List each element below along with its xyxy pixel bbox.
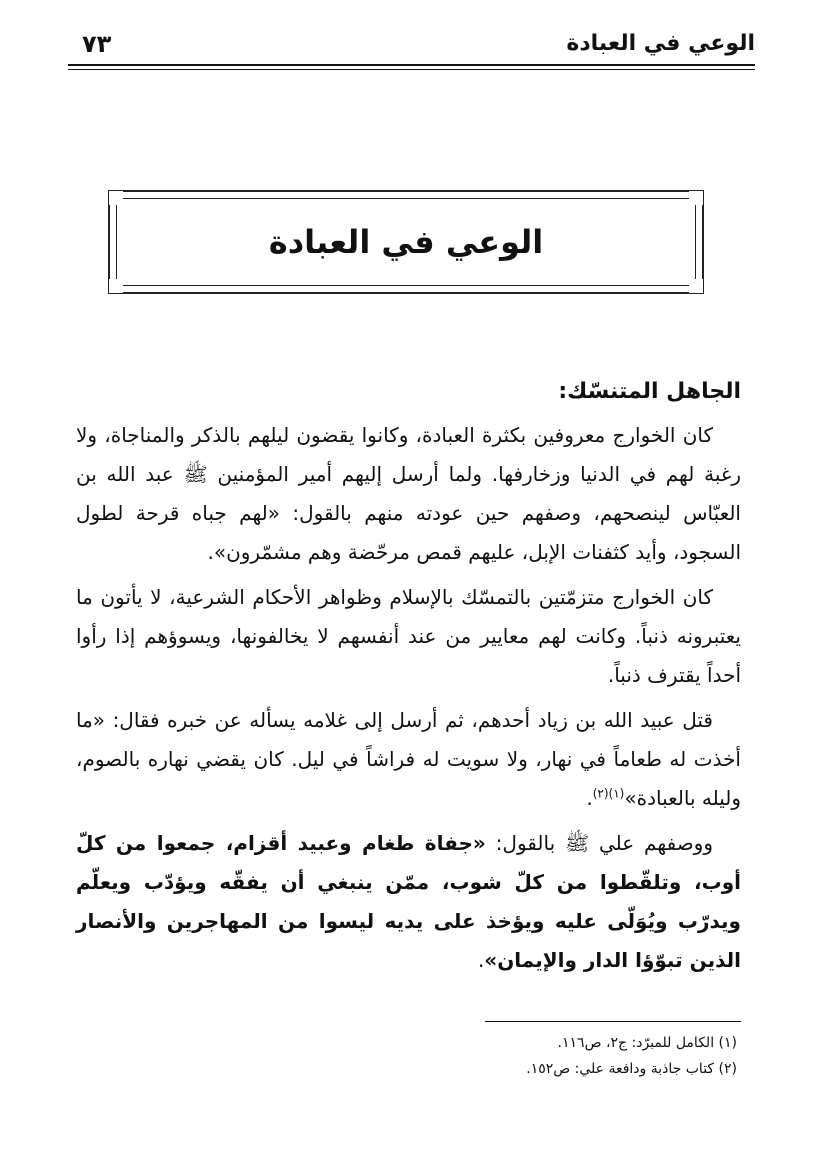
bold-quote: «جفاة طغام وعبيد أقزام، جمعوا من كلّ أوب، وتلقّطوا من كلّ شوب، ممّن ينبغي أن يفقّه ويؤدّب ويعلّم ويدرّب ويُوَلّى عليه ويؤخذ على يديه ليسوا من المهاجرين والأنصار الذين تبوّؤا الدار والإيمان» <box>76 831 741 972</box>
footnote: (٢) كتاب جاذبة ودافعة علي: ص١٥٢. <box>526 1061 737 1077</box>
chapter-title: الوعي في العبادة <box>268 223 544 261</box>
footnote: (١) الكامل للمبرّد: ج٢، ص١١٦. <box>557 1035 737 1051</box>
footnotes <box>76 1030 737 1082</box>
running-header <box>68 28 755 64</box>
running-header-title: الوعي في العبادة <box>566 31 755 56</box>
paragraph <box>76 824 741 980</box>
paragraph <box>76 701 741 818</box>
chapter-title-frame <box>108 190 704 294</box>
paragraph: كان الخوارج متزمّتين بالتمسّك بالإسلام وظواهر الأحكام الشرعية، لا يأتون ما يعتبرونه ذنباً. وكانت لهم معايير من عند أنفسهم لا يخالفونها، ويسوؤهم إذا رأوا أحداً يقترف ذنباً. <box>76 585 741 687</box>
paragraph-text: قتل عبيد الله بن زياد أحدهم، ثم أرسل إلى غلامه يسأله عن خبره فقال: «ما أخذت له طعاماً في نهار، ولا سويت له فراشاً في ليل. كان يقضي نهاره بالصوم، وليله بالعبادة» <box>76 708 741 810</box>
header-rule-thick <box>68 64 755 66</box>
footnote-markers: (١)(٢) <box>592 786 625 801</box>
paragraph-intro: ووصفهم علي ﷺ بالقول: <box>485 831 713 855</box>
footnote-separator <box>485 1021 741 1022</box>
main-text <box>76 372 741 986</box>
paragraph: كان الخوارج معروفين بكثرة العبادة، وكانوا يقضون ليلهم بالذكر والمناجاة، ولا رغبة لهم في الدنيا وزخارفها. ولما أرسل إليهم أمير المؤمنين ﷺ عبد الله بن العبّاس لينصحهم، وصفهم حين عودته منهم بالقول: «لهم جباه قرحة لطول السجود، وأيد كثفنات الإبل، عليهم قمص مرحّضة وهم مشمّرون». <box>76 423 741 564</box>
header-rule-thin <box>68 69 755 70</box>
section-heading: الجاهل المتنسّك: <box>558 379 741 404</box>
paragraph-end: . <box>477 948 485 972</box>
page-number: ٧٣ <box>82 30 112 58</box>
paragraph-end: . <box>586 786 593 810</box>
